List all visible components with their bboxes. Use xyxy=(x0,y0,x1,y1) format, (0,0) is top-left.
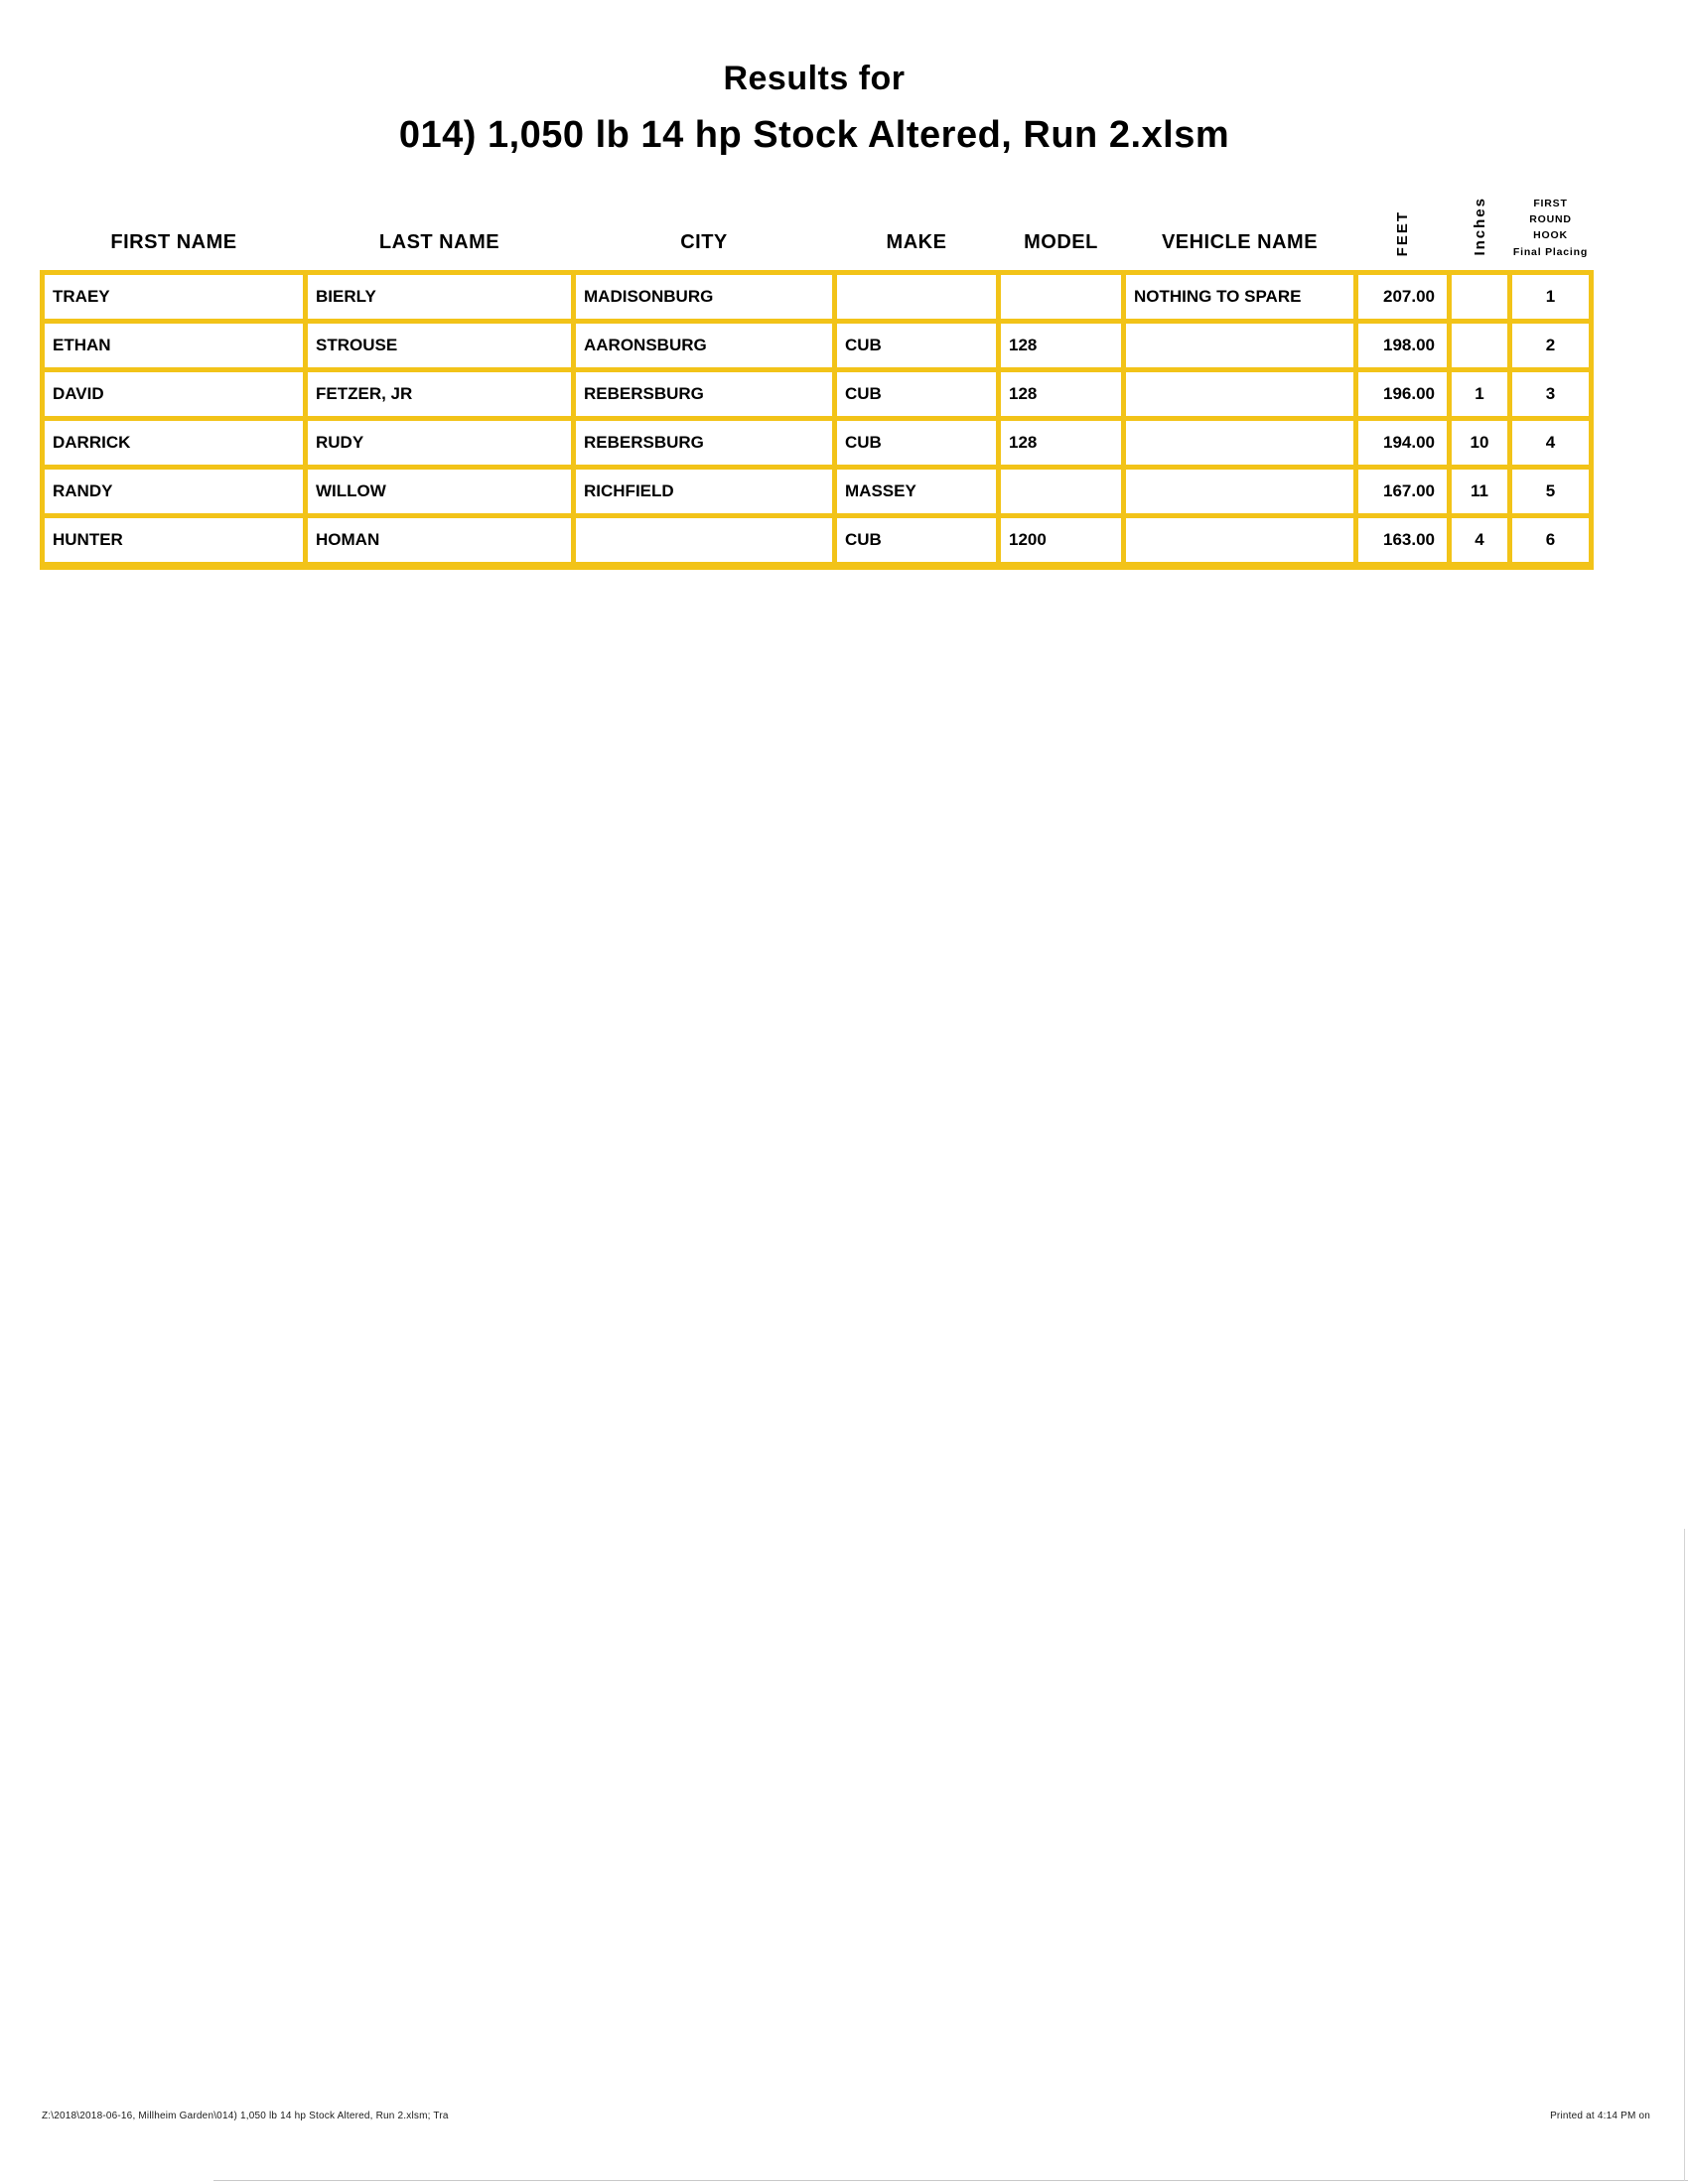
cell-last-name: BIERLY xyxy=(306,273,574,322)
cell-city: AARONSBURG xyxy=(574,322,835,370)
column-header-label-feet: FEET xyxy=(1394,209,1411,256)
cell-first-name: TRAEY xyxy=(43,273,306,322)
cell-first-name: DARRICK xyxy=(43,419,306,468)
cell-inches xyxy=(1450,273,1510,322)
column-header-make: MAKE xyxy=(835,163,999,273)
cell-last-name: RUDY xyxy=(306,419,574,468)
table-row xyxy=(43,322,1592,370)
cell-vehicle-name xyxy=(1124,370,1356,419)
cell-city: RICHFIELD xyxy=(574,468,835,516)
cell-feet: 163.00 xyxy=(1356,516,1450,567)
column-header-model: MODEL xyxy=(999,163,1124,273)
cell-city xyxy=(574,516,835,567)
cell-model: 128 xyxy=(999,370,1124,419)
cell-make xyxy=(835,273,999,322)
cell-feet: 194.00 xyxy=(1356,419,1450,468)
footer-file-path: Z:\2018\2018-06-16, Millheim Garden\014) 1,050 lb 14 hp Stock Altered, Run 2.xlsm; Tra xyxy=(42,2111,449,2121)
cell-inches: 4 xyxy=(1450,516,1510,567)
cell-inches: 1 xyxy=(1450,370,1510,419)
table-row xyxy=(43,516,1592,567)
cell-last-name: WILLOW xyxy=(306,468,574,516)
column-header-city: CITY xyxy=(574,163,835,273)
cell-vehicle-name xyxy=(1124,419,1356,468)
cell-feet: 207.00 xyxy=(1356,273,1450,322)
page-subtitle-filename: 014) 1,050 lb 14 hp Stock Altered, Run 2.xlsm xyxy=(398,114,1230,156)
column-header-vehicle-name: VEHICLE NAME xyxy=(1124,163,1356,273)
cell-first-name: DAVID xyxy=(43,370,306,419)
column-header-label-line: FIRST ROUND xyxy=(1529,197,1572,226)
cell-vehicle-name: NOTHING TO SPARE xyxy=(1124,273,1356,322)
cell-last-name: HOMAN xyxy=(306,516,574,567)
column-header-last-name: LAST NAME xyxy=(306,163,574,273)
cell-make: CUB xyxy=(835,419,999,468)
cell-make: MASSEY xyxy=(835,468,999,516)
table-row xyxy=(43,468,1592,516)
cell-make: CUB xyxy=(835,370,999,419)
cell-final-placing: 5 xyxy=(1510,468,1592,516)
column-header-feet xyxy=(1356,163,1450,273)
cell-vehicle-name xyxy=(1124,468,1356,516)
cell-make: CUB xyxy=(835,322,999,370)
cell-model: 1200 xyxy=(999,516,1124,567)
cell-final-placing: 3 xyxy=(1510,370,1592,419)
cell-vehicle-name xyxy=(1124,322,1356,370)
table-header-row xyxy=(43,163,1592,273)
column-header-label-line: HOOK xyxy=(1533,229,1568,242)
report-content xyxy=(40,0,1589,570)
table-row xyxy=(43,419,1592,468)
cell-final-placing: 4 xyxy=(1510,419,1592,468)
cell-inches xyxy=(1450,322,1510,370)
cell-city: REBERSBURG xyxy=(574,370,835,419)
column-header-inches xyxy=(1450,163,1510,273)
cell-final-placing: 1 xyxy=(1510,273,1592,322)
cell-final-placing: 2 xyxy=(1510,322,1592,370)
cell-final-placing: 6 xyxy=(1510,516,1592,567)
column-header-label-line: Final Placing xyxy=(1512,245,1589,258)
cell-city: MADISONBURG xyxy=(574,273,835,322)
column-header-first-name: FIRST NAME xyxy=(43,163,306,273)
page-edge-line-bottom xyxy=(213,2180,1688,2181)
cell-model: 128 xyxy=(999,322,1124,370)
cell-last-name: FETZER, JR xyxy=(306,370,574,419)
page-title: Results for xyxy=(723,60,906,97)
table-row xyxy=(43,273,1592,322)
footer-printed-timestamp: Printed at 4:14 PM on xyxy=(1550,2111,1650,2121)
cell-model: 128 xyxy=(999,419,1124,468)
cell-city: REBERSBURG xyxy=(574,419,835,468)
cell-feet: 167.00 xyxy=(1356,468,1450,516)
column-header-final-placing xyxy=(1510,163,1592,273)
cell-model xyxy=(999,468,1124,516)
cell-last-name: STROUSE xyxy=(306,322,574,370)
page-edge-line-right xyxy=(1684,1529,1685,2181)
cell-inches: 11 xyxy=(1450,468,1510,516)
cell-first-name: HUNTER xyxy=(43,516,306,567)
cell-first-name: RANDY xyxy=(43,468,306,516)
cell-feet: 198.00 xyxy=(1356,322,1450,370)
page-footer xyxy=(42,2111,1650,2121)
cell-feet: 196.00 xyxy=(1356,370,1450,419)
cell-first-name: ETHAN xyxy=(43,322,306,370)
cell-inches: 10 xyxy=(1450,419,1510,468)
results-table xyxy=(40,163,1594,570)
cell-make: CUB xyxy=(835,516,999,567)
column-header-label-inches: Inches xyxy=(1471,197,1488,256)
cell-vehicle-name xyxy=(1124,516,1356,567)
cell-model xyxy=(999,273,1124,322)
table-row xyxy=(43,370,1592,419)
